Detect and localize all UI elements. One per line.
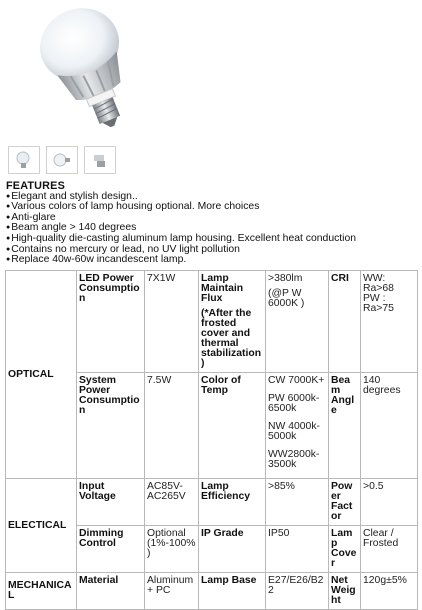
thumbnail-1[interactable] (8, 146, 40, 174)
color-temp-pw: PW 6000k-6500k (268, 393, 320, 414)
color-temp-cw: CW 7000K+ (268, 375, 325, 386)
bulb-thumb-icon (89, 150, 111, 170)
feature-item: ● Beam angle > 140 degrees (6, 223, 418, 234)
beam-angle-label: Beam Angle (329, 373, 361, 479)
spec-table (5, 270, 418, 610)
table-row (6, 271, 418, 373)
system-power-value: 7.5W (145, 373, 199, 479)
input-voltage-label: Input Voltage (77, 479, 145, 526)
dimming-control-label: Dimming Control (77, 526, 145, 573)
thumbnail-2[interactable] (46, 146, 78, 174)
lamp-flux-value-note: (@P W 6000K ) (268, 288, 305, 309)
ip-grade-value: IP50 (266, 526, 329, 573)
led-power-value: 7X1W (145, 271, 199, 373)
table-row (6, 479, 418, 526)
features-list (6, 192, 418, 266)
cri-value-ww: WW: Ra>68 (363, 273, 394, 294)
material-value: Aluminum + PC (145, 573, 199, 610)
lamp-cover-value: Clear / Frosted (361, 526, 418, 573)
color-temp-values (266, 373, 329, 479)
dimming-control-value: Optional (1%-100%) (145, 526, 199, 573)
system-power-label: System Power Consumption (77, 373, 145, 479)
feature-item: ● Replace 40w-60w incandescent lamp. (6, 255, 418, 266)
features-section (6, 182, 418, 266)
bulb-thumb-icon (13, 150, 35, 170)
net-weight-value: 120g±5% (361, 573, 418, 610)
feature-item: ● Anti-glare (6, 213, 418, 224)
lamp-efficiency-value: >85% (266, 479, 329, 526)
lamp-base-label: Lamp Base (199, 573, 266, 610)
feature-item: ● Various colors of lamp housing optional. More choices (6, 202, 418, 213)
features-heading: FEATURES (6, 180, 65, 192)
lamp-flux-value: >380lm (268, 273, 303, 284)
bulb-thumb-icon (51, 150, 73, 170)
lamp-flux-cell (199, 271, 266, 373)
group-mechanical: MECHANICAL (6, 573, 77, 610)
feature-item: ● High-quality die-casting aluminum lamp housing. Excellent heat conduction (6, 234, 418, 245)
led-power-label: LED Power Consumption (77, 271, 145, 373)
net-weight-label: Net Weight (329, 573, 361, 610)
beam-angle-value: 140 degrees (361, 373, 418, 479)
color-temp-label: Color of Temp (199, 373, 266, 479)
lamp-base-value: E27/E26/B22 (266, 573, 329, 610)
thumbnail-strip (8, 146, 116, 174)
color-temp-nw: NW 4000k-5000k (268, 421, 320, 442)
thumbnail-3[interactable] (84, 146, 116, 174)
color-temp-ww: WW2800k-3500k (268, 449, 320, 470)
lamp-efficiency-label: Lamp Efficiency (199, 479, 266, 526)
cri-value-pw: PW : Ra>75 (363, 293, 394, 314)
input-voltage-value: AC85V-AC265V (145, 479, 199, 526)
power-factor-label: Power Factor (329, 479, 361, 526)
lamp-flux-label: Lamp Maintain Flux (201, 273, 244, 304)
product-photo-bulb (20, 0, 170, 135)
group-optical: OPTICAL (6, 271, 77, 479)
lamp-flux-value-cell (266, 271, 329, 373)
material-label: Material (77, 573, 145, 610)
cri-value-cell (361, 271, 418, 373)
feature-item: ● Contains no mercury or lead, no UV light pollution (6, 245, 418, 256)
group-electrical: ELECTICAL (6, 479, 77, 573)
power-factor-value: >0.5 (361, 479, 418, 526)
table-row (6, 573, 418, 610)
ip-grade-label: IP Grade (199, 526, 266, 573)
feature-item: ● Elegant and stylish design.. (6, 192, 418, 203)
lamp-flux-note: (*After the frosted cover and thermal stabilization) (201, 308, 262, 369)
lamp-cover-label: Lamp Cover (329, 526, 361, 573)
cri-label: CRI (329, 271, 361, 373)
